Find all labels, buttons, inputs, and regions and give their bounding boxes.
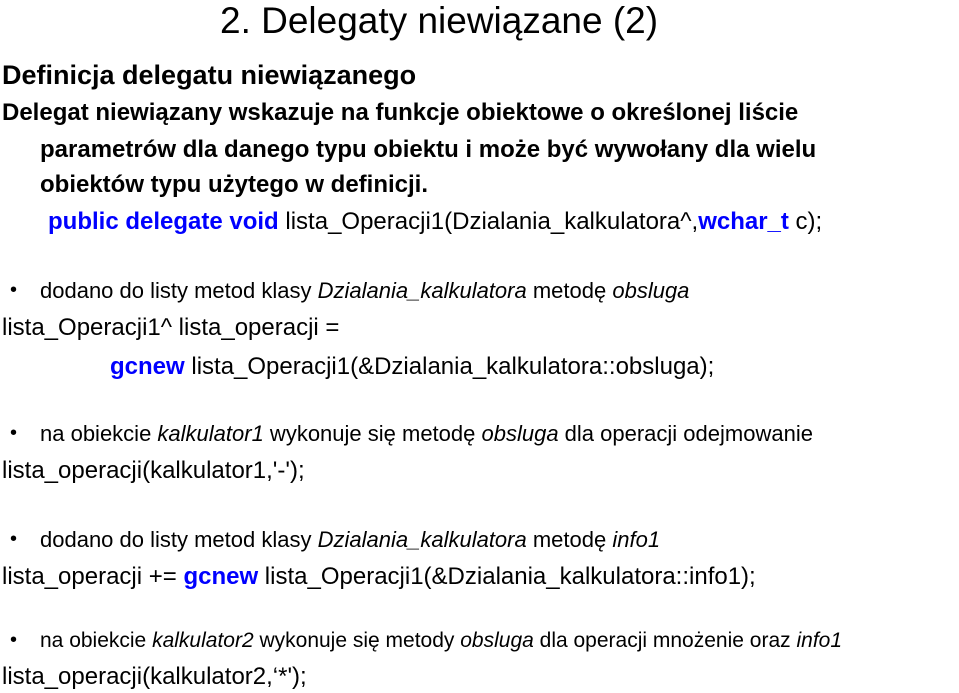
keyword-wchar-t: wchar_t bbox=[698, 208, 789, 235]
slide-subtitle: Definicja delegatu niewiązanego bbox=[2, 60, 417, 90]
section3-description bbox=[40, 529, 660, 551]
section1-text-mid: metodę bbox=[526, 278, 613, 303]
declaration-end: c); bbox=[788, 208, 823, 235]
section4-text-mid2: dla operacji mnożenie oraz bbox=[533, 629, 797, 652]
section2-text-mid: wykonuje się metodę bbox=[263, 421, 482, 446]
bullet-icon: • bbox=[10, 279, 18, 301]
section4-text-mid: wykonuje się metody bbox=[253, 629, 461, 652]
definition-line-3: obiektów typu użytego w definicji. bbox=[40, 171, 429, 198]
section2-method-name: obsluga bbox=[481, 421, 559, 446]
declaration-signature: lista_Operacji1(Dzialania_kalkulatora^, bbox=[278, 208, 699, 235]
section3-method-name: info1 bbox=[612, 527, 661, 552]
definition-line-1: Delegat niewiązany wskazuje na funkcje obiektowe o określonej liście bbox=[2, 99, 799, 126]
delegate-declaration bbox=[48, 210, 822, 234]
section4-text-pre: na obiekcie bbox=[40, 629, 153, 652]
section1-method-name: obsluga bbox=[612, 278, 690, 303]
section1-code-line-1: lista_Operacji1^ lista_operacji = bbox=[2, 314, 340, 341]
definition-line-2: parametrów dla danego typu obiektu i może być wywołany dla wielu bbox=[40, 136, 817, 163]
bullet-icon: • bbox=[10, 528, 18, 550]
section1-class-name: Dzialania_kalkulatora bbox=[317, 278, 527, 303]
section2-text-pre: na obiekcie bbox=[40, 421, 158, 446]
keyword-gcnew: gcnew bbox=[183, 563, 259, 590]
section3-code-post: lista_Operacji1(&Dzialania_kalkulatora::info1); bbox=[258, 563, 756, 590]
section2-code: lista_operacji(kalkulator1,'-'); bbox=[2, 457, 305, 484]
bullet-icon: • bbox=[10, 629, 18, 651]
section4-method-name: obsluga bbox=[460, 629, 534, 652]
slide-title: 2. Delegaty niewiązane (2) bbox=[220, 0, 659, 41]
keyword-gcnew: gcnew bbox=[110, 353, 185, 380]
section2-text-post: dla operacji odejmowanie bbox=[558, 421, 813, 446]
section4-description bbox=[40, 630, 842, 651]
section1-description bbox=[40, 280, 689, 302]
section3-class-name: Dzialania_kalkulatora bbox=[317, 527, 527, 552]
section3-code-pre: lista_operacji += bbox=[2, 563, 184, 590]
keyword-public-delegate-void: public delegate void bbox=[48, 208, 279, 235]
section1-text-pre: dodano do listy metod klasy bbox=[40, 278, 318, 303]
section1-code-constructor: lista_Operacji1(&Dzialania_kalkulatora::obsluga); bbox=[184, 353, 715, 380]
section2-description bbox=[40, 423, 813, 445]
section4-method-name-2: info1 bbox=[796, 629, 843, 652]
section2-object-name: kalkulator1 bbox=[157, 421, 264, 446]
bullet-icon: • bbox=[10, 422, 18, 444]
section1-code-line-2 bbox=[110, 355, 714, 379]
section3-text-mid: metodę bbox=[526, 527, 613, 552]
section4-object-name: kalkulator2 bbox=[152, 629, 254, 652]
section4-code: lista_operacji(kalkulator2,‘*'); bbox=[2, 663, 307, 690]
section3-text-pre: dodano do listy metod klasy bbox=[40, 527, 318, 552]
section3-code bbox=[2, 565, 756, 589]
